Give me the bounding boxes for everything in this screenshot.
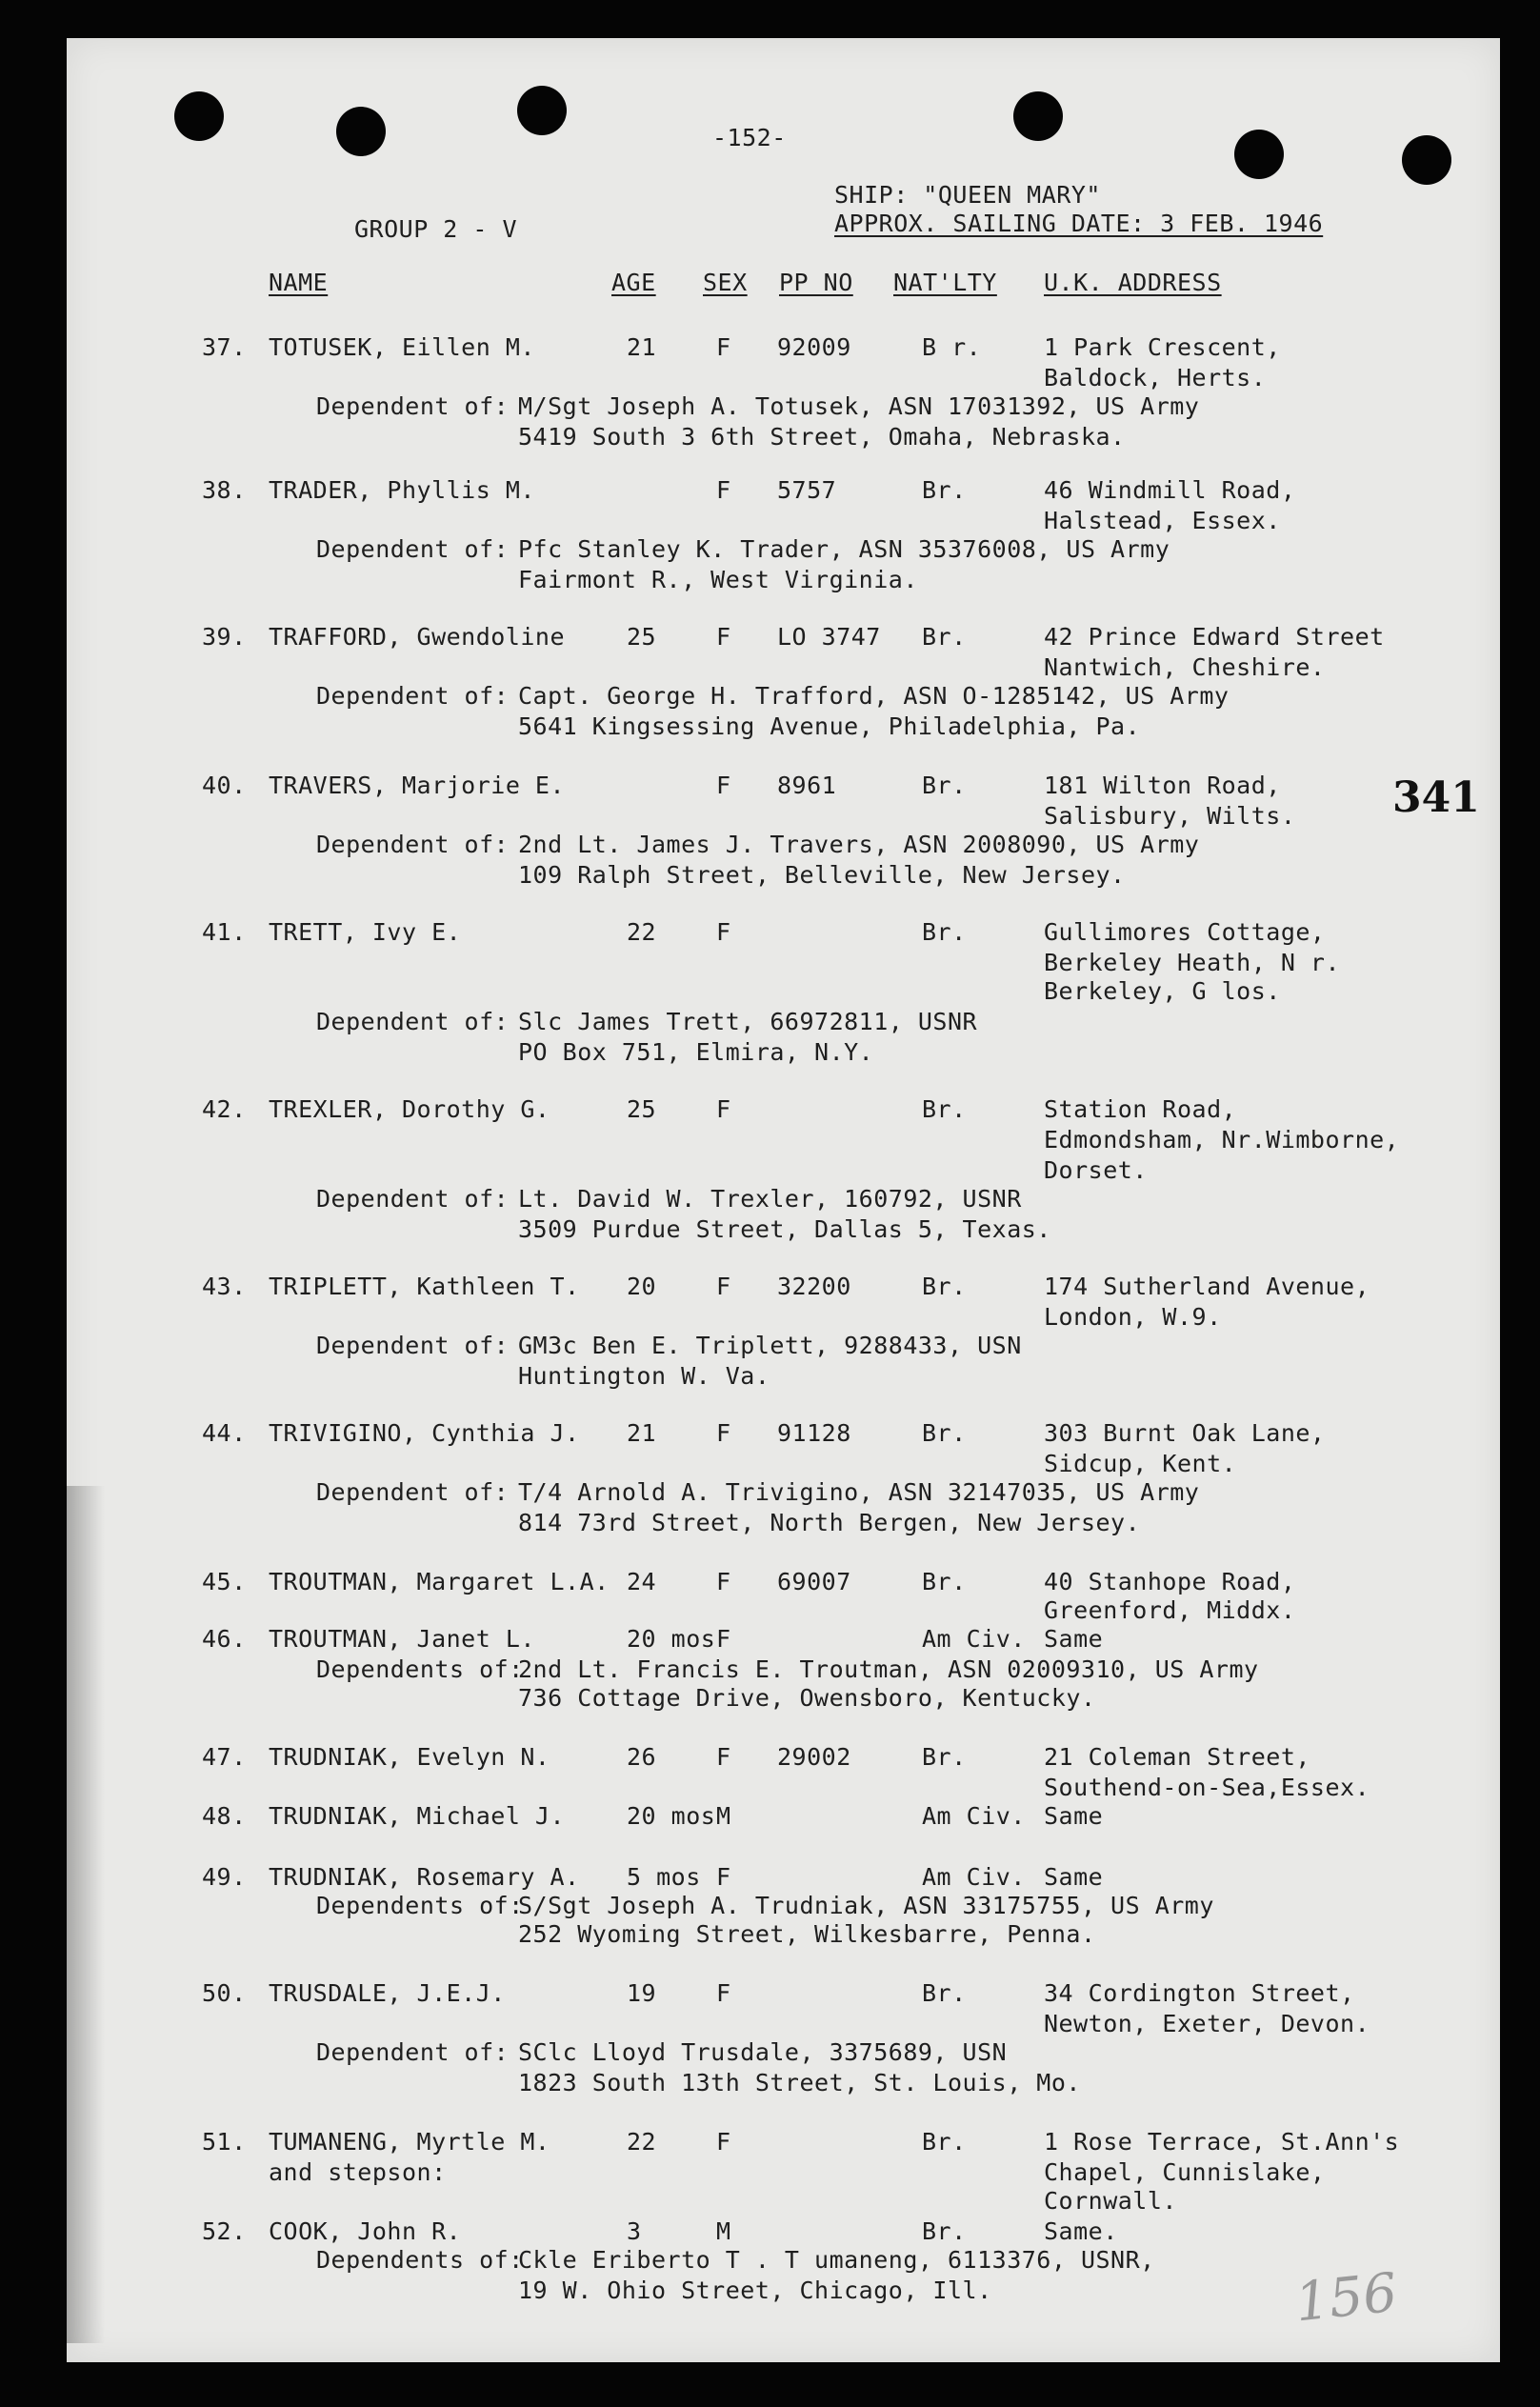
sponsor-address: 109 Ralph Street, Belleville, New Jersey. bbox=[518, 861, 1126, 889]
uk-address: 21 Coleman Street, bbox=[1044, 1743, 1310, 1771]
sponsor-details: M/Sgt Joseph A. Totusek, ASN 17031392, US Army bbox=[518, 392, 1200, 420]
column-header-age: AGE bbox=[611, 269, 656, 296]
passenger-name: TREXLER, Dorothy G. bbox=[269, 1095, 550, 1123]
nationality: Br. bbox=[922, 1568, 967, 1595]
dependent-label: Dependent of: bbox=[316, 1008, 510, 1035]
passenger-sex: F bbox=[716, 1625, 731, 1653]
sponsor-details: 2nd Lt. Francis E. Troutman, ASN 02009310, US Army bbox=[518, 1655, 1259, 1683]
passenger-sex: F bbox=[716, 1568, 731, 1595]
sponsor-details: 2nd Lt. James J. Travers, ASN 2008090, US Army bbox=[518, 831, 1200, 858]
dependent-label: Dependent of: bbox=[316, 1478, 510, 1506]
nationality: Am Civ. bbox=[922, 1625, 1026, 1653]
passport-number: 69007 bbox=[777, 1568, 851, 1595]
uk-address: Sidcup, Kent. bbox=[1044, 1450, 1237, 1477]
sponsor-details: T/4 Arnold A. Trivigino, ASN 32147035, US Army bbox=[518, 1478, 1200, 1506]
passenger-name: TRUDNIAK, Michael J. bbox=[269, 1802, 566, 1830]
passenger-name: TRUDNIAK, Rosemary A. bbox=[269, 1863, 580, 1891]
nationality: Br. bbox=[922, 1743, 967, 1771]
passenger-name: and stepson: bbox=[269, 2158, 447, 2186]
column-header-pp-no: PP NO bbox=[779, 269, 853, 296]
entry-number: 42. bbox=[202, 1095, 247, 1123]
passenger-age: 22 bbox=[627, 918, 657, 946]
uk-address: 181 Wilton Road, bbox=[1044, 772, 1281, 799]
nationality: Am Civ. bbox=[922, 1863, 1026, 1891]
entry-number: 52. bbox=[202, 2217, 247, 2245]
dependent-label: Dependent of: bbox=[316, 392, 510, 420]
entry-number: 46. bbox=[202, 1625, 247, 1653]
column-header-natlty: NAT'LTY bbox=[893, 269, 997, 296]
passenger-age: 20 bbox=[627, 1273, 657, 1300]
passenger-sex: F bbox=[716, 1273, 731, 1300]
uk-address: Berkeley, G los. bbox=[1044, 977, 1281, 1005]
entry-number: 38. bbox=[202, 476, 247, 504]
ship-name: SHIP: "QUEEN MARY" bbox=[834, 181, 1101, 209]
sponsor-address: 5641 Kingsessing Avenue, Philadelphia, Pa. bbox=[518, 712, 1141, 740]
passenger-sex: F bbox=[716, 333, 731, 361]
passenger-name: TRETT, Ivy E. bbox=[269, 918, 462, 946]
passenger-sex: F bbox=[716, 2128, 731, 2156]
passenger-age: 22 bbox=[627, 2128, 657, 2156]
uk-address: Chapel, Cunnislake, bbox=[1044, 2158, 1326, 2186]
dependent-label: Dependents of: bbox=[316, 1655, 524, 1683]
punch-hole bbox=[517, 86, 567, 135]
passport-number: 5757 bbox=[777, 476, 837, 504]
sponsor-address: 814 73rd Street, North Bergen, New Jersey. bbox=[518, 1509, 1141, 1536]
column-header-uk-address: U.K. ADDRESS bbox=[1044, 269, 1222, 296]
punch-hole bbox=[1013, 91, 1063, 141]
uk-address: 34 Cordington Street, bbox=[1044, 1979, 1355, 2007]
sponsor-address: 1823 South 13th Street, St. Louis, Mo. bbox=[518, 2069, 1081, 2096]
passenger-age: 25 bbox=[627, 1095, 657, 1123]
uk-address: Newton, Exeter, Devon. bbox=[1044, 2010, 1370, 2037]
sponsor-details: Capt. George H. Trafford, ASN O-1285142, US Army bbox=[518, 682, 1230, 710]
uk-address: Greenford, Middx. bbox=[1044, 1596, 1296, 1624]
punch-hole bbox=[336, 107, 386, 156]
dependent-label: Dependents of: bbox=[316, 1892, 524, 1919]
uk-address: Gullimores Cottage, bbox=[1044, 918, 1326, 946]
punch-hole bbox=[1234, 130, 1284, 179]
dependent-label: Dependent of: bbox=[316, 1332, 510, 1359]
entry-number: 37. bbox=[202, 333, 247, 361]
nationality: Br. bbox=[922, 1095, 967, 1123]
group-label: GROUP 2 - V bbox=[354, 215, 518, 243]
passenger-name: TRAVERS, Marjorie E. bbox=[269, 772, 566, 799]
passenger-age: 25 bbox=[627, 623, 657, 651]
passenger-sex: F bbox=[716, 1979, 731, 2007]
passenger-name: TRUSDALE, J.E.J. bbox=[269, 1979, 506, 2007]
uk-address: Same bbox=[1044, 1802, 1104, 1830]
passenger-sex: F bbox=[716, 1095, 731, 1123]
nationality: Br. bbox=[922, 2217, 967, 2245]
nationality: Br. bbox=[922, 1273, 967, 1300]
passport-number: 29002 bbox=[777, 1743, 851, 1771]
uk-address: Halstead, Essex. bbox=[1044, 507, 1281, 534]
uk-address: 1 Park Crescent, bbox=[1044, 333, 1281, 361]
uk-address: 42 Prince Edward Street bbox=[1044, 623, 1385, 651]
entry-number: 48. bbox=[202, 1802, 247, 1830]
entry-number: 51. bbox=[202, 2128, 247, 2156]
sponsor-address: 5419 South 3 6th Street, Omaha, Nebraska. bbox=[518, 423, 1126, 451]
sponsor-details: SClc Lloyd Trusdale, 3375689, USN bbox=[518, 2038, 1008, 2066]
passport-number: 8961 bbox=[777, 772, 837, 799]
uk-address: 40 Stanhope Road, bbox=[1044, 1568, 1296, 1595]
uk-address: Baldock, Herts. bbox=[1044, 364, 1267, 391]
sponsor-address: 3509 Purdue Street, Dallas 5, Texas. bbox=[518, 1215, 1051, 1243]
entry-number: 44. bbox=[202, 1419, 247, 1447]
uk-address: Salisbury, Wilts. bbox=[1044, 802, 1296, 830]
passenger-name: TRIPLETT, Kathleen T. bbox=[269, 1273, 580, 1300]
passenger-sex: F bbox=[716, 918, 731, 946]
entry-number: 43. bbox=[202, 1273, 247, 1300]
dependent-label: Dependent of: bbox=[316, 1185, 510, 1213]
passenger-age: 20 mos bbox=[627, 1625, 716, 1653]
dependent-label: Dependent of: bbox=[316, 535, 510, 563]
passenger-sex: F bbox=[716, 623, 731, 651]
sponsor-details: Ckle Eriberto T . T umaneng, 6113376, USNR, bbox=[518, 2246, 1155, 2274]
sponsor-address: 736 Cottage Drive, Owensboro, Kentucky. bbox=[518, 1684, 1096, 1712]
uk-address: Nantwich, Cheshire. bbox=[1044, 653, 1326, 681]
passenger-sex: F bbox=[716, 1863, 731, 1891]
nationality: Br. bbox=[922, 2128, 967, 2156]
pencil-number: 156 bbox=[1291, 2261, 1400, 2335]
passenger-age: 20 mos bbox=[627, 1802, 716, 1830]
passenger-age: 5 mos bbox=[627, 1863, 701, 1891]
nationality: Br. bbox=[922, 1419, 967, 1447]
entry-number: 45. bbox=[202, 1568, 247, 1595]
sponsor-details: Slc James Trett, 66972811, USNR bbox=[518, 1008, 978, 1035]
entry-number: 50. bbox=[202, 1979, 247, 2007]
uk-address: Southend-on-Sea,Essex. bbox=[1044, 1774, 1370, 1801]
uk-address: Same bbox=[1044, 1863, 1104, 1891]
passenger-name: TROUTMAN, Margaret L.A. bbox=[269, 1568, 610, 1595]
passenger-sex: F bbox=[716, 476, 731, 504]
uk-address: 46 Windmill Road, bbox=[1044, 476, 1296, 504]
punch-hole bbox=[1402, 135, 1451, 185]
page-shadow bbox=[67, 1486, 105, 2343]
entry-number: 47. bbox=[202, 1743, 247, 1771]
nationality: Br. bbox=[922, 772, 967, 799]
nationality: Br. bbox=[922, 623, 967, 651]
passenger-age: 21 bbox=[627, 1419, 657, 1447]
sailing-date: APPROX. SAILING DATE: 3 FEB. 1946 bbox=[834, 210, 1324, 237]
passport-number: 91128 bbox=[777, 1419, 851, 1447]
passenger-name: TROUTMAN, Janet L. bbox=[269, 1625, 535, 1653]
uk-address: Edmondsham, Nr.Wimborne, bbox=[1044, 1126, 1400, 1153]
dependent-label: Dependents of: bbox=[316, 2246, 524, 2274]
sponsor-address: Fairmont R., West Virginia. bbox=[518, 566, 918, 593]
nationality: Br. bbox=[922, 476, 967, 504]
page-number: -152- bbox=[712, 124, 787, 151]
passenger-sex: F bbox=[716, 1419, 731, 1447]
uk-address: 303 Burnt Oak Lane, bbox=[1044, 1419, 1326, 1447]
passenger-name: TRIVIGINO, Cynthia J. bbox=[269, 1419, 580, 1447]
column-header-sex: SEX bbox=[703, 269, 748, 296]
passenger-name: TOTUSEK, Eillen M. bbox=[269, 333, 535, 361]
uk-address: Berkeley Heath, N r. bbox=[1044, 949, 1341, 976]
passport-number: 92009 bbox=[777, 333, 851, 361]
uk-address: Cornwall. bbox=[1044, 2187, 1177, 2215]
sponsor-address: Huntington W. Va. bbox=[518, 1362, 770, 1390]
sponsor-address: 19 W. Ohio Street, Chicago, Ill. bbox=[518, 2277, 992, 2304]
passenger-age: 24 bbox=[627, 1568, 657, 1595]
uk-address: 174 Sutherland Avenue, bbox=[1044, 1273, 1370, 1300]
sponsor-details: Pfc Stanley K. Trader, ASN 35376008, US Army bbox=[518, 535, 1170, 563]
nationality: Am Civ. bbox=[922, 1802, 1026, 1830]
sponsor-details: GM3c Ben E. Triplett, 9288433, USN bbox=[518, 1332, 1022, 1359]
nationality: Br. bbox=[922, 918, 967, 946]
column-header-name: NAME bbox=[269, 269, 329, 296]
passenger-age: 21 bbox=[627, 333, 657, 361]
passenger-sex: M bbox=[716, 2217, 731, 2245]
uk-address: 1 Rose Terrace, St.Ann's bbox=[1044, 2128, 1400, 2156]
passenger-age: 3 bbox=[627, 2217, 642, 2245]
passenger-name: TRUDNIAK, Evelyn N. bbox=[269, 1743, 550, 1771]
punch-hole bbox=[174, 91, 224, 141]
passenger-sex: F bbox=[716, 772, 731, 799]
uk-address: Dorset. bbox=[1044, 1156, 1148, 1184]
dependent-label: Dependent of: bbox=[316, 831, 510, 858]
passenger-age: 26 bbox=[627, 1743, 657, 1771]
sponsor-details: Lt. David W. Trexler, 160792, USNR bbox=[518, 1185, 1022, 1213]
entry-number: 39. bbox=[202, 623, 247, 651]
stamped-number: 341 bbox=[1392, 773, 1480, 822]
passenger-name: TRADER, Phyllis M. bbox=[269, 476, 535, 504]
uk-address: Same. bbox=[1044, 2217, 1118, 2245]
entry-number: 40. bbox=[202, 772, 247, 799]
passenger-name: TRAFFORD, Gwendoline bbox=[269, 623, 566, 651]
passenger-age: 19 bbox=[627, 1979, 657, 2007]
sponsor-address: 252 Wyoming Street, Wilkesbarre, Penna. bbox=[518, 1920, 1096, 1948]
passport-number: 32200 bbox=[777, 1273, 851, 1300]
passenger-name: TUMANENG, Myrtle M. bbox=[269, 2128, 550, 2156]
uk-address: London, W.9. bbox=[1044, 1303, 1222, 1331]
uk-address: Same bbox=[1044, 1625, 1104, 1653]
nationality: Br. bbox=[922, 1979, 967, 2007]
sponsor-details: S/Sgt Joseph A. Trudniak, ASN 33175755, US Army bbox=[518, 1892, 1214, 1919]
uk-address: Station Road, bbox=[1044, 1095, 1237, 1123]
passenger-sex: F bbox=[716, 1743, 731, 1771]
nationality: B r. bbox=[922, 333, 982, 361]
passport-number: LO 3747 bbox=[777, 623, 881, 651]
dependent-label: Dependent of: bbox=[316, 682, 510, 710]
entry-number: 41. bbox=[202, 918, 247, 946]
entry-number: 49. bbox=[202, 1863, 247, 1891]
sponsor-address: PO Box 751, Elmira, N.Y. bbox=[518, 1038, 874, 1066]
passenger-sex: M bbox=[716, 1802, 731, 1830]
passenger-name: COOK, John R. bbox=[269, 2217, 462, 2245]
dependent-label: Dependent of: bbox=[316, 2038, 510, 2066]
